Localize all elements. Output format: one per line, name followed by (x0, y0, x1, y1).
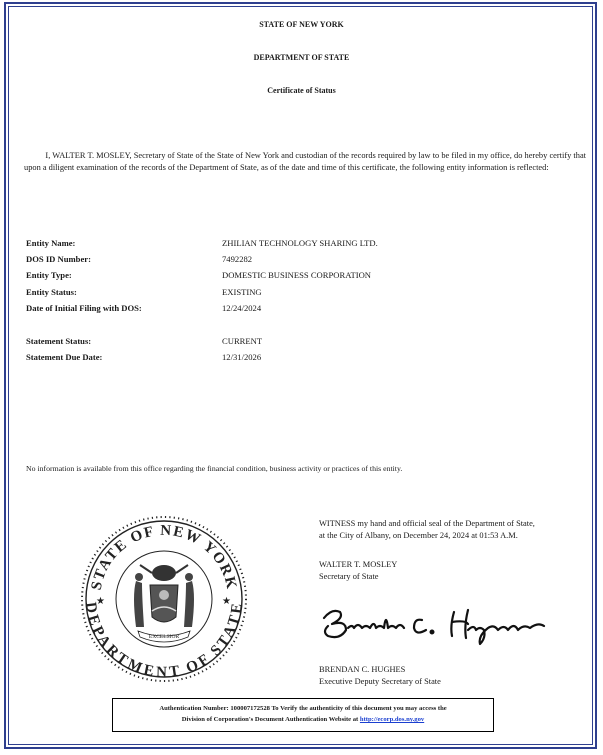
witness-line-1: WITNESS my hand and official seal of the Department of State, (319, 519, 535, 528)
entity-status-label: Entity Status: (26, 287, 77, 297)
entity-type-value: DOMESTIC BUSINESS CORPORATION (222, 270, 371, 280)
statement-due-value: 12/31/2026 (222, 352, 262, 362)
entity-type-label: Entity Type: (26, 270, 72, 280)
coat-of-arms-icon (134, 565, 194, 642)
certificate-title: Certificate of Status (267, 86, 336, 95)
authentication-prefix: Division of Corporation's Document Authentication Website at (181, 716, 360, 723)
authentication-box (112, 698, 494, 732)
state-heading: STATE OF NEW YORK (259, 20, 344, 29)
signature-image (318, 598, 550, 646)
dos-id-label: DOS ID Number: (26, 254, 91, 264)
authentication-line-2 (113, 714, 493, 725)
certification-paragraph (24, 150, 586, 173)
authentication-line-1: Authentication Number: 100007172528 To Verify the authenticity of this document you may access the (159, 705, 447, 712)
filing-date-label: Date of Initial Filing with DOS: (26, 303, 142, 313)
statement-due-label: Statement Due Date: (26, 352, 103, 362)
seal-star-right-icon: ★ (222, 596, 231, 607)
entity-name-label: Entity Name: (26, 238, 76, 248)
entity-name-value: ZHILIAN TECHNOLOGY SHARING LTD. (222, 238, 378, 248)
deputy-title: Executive Deputy Secretary of State (319, 677, 441, 686)
secretary-title: Secretary of State (319, 572, 379, 581)
dos-id-value: 7492282 (222, 254, 253, 264)
deputy-name: BRENDAN C. HUGHES (319, 665, 406, 674)
witness-line-2: at the City of Albany, on December 24, 2024 at 01:53 A.M. (319, 531, 518, 540)
filing-date-value: 12/24/2024 (222, 303, 262, 313)
state-seal (80, 515, 248, 683)
seal-top-text: STATE OF NEW YORK (88, 522, 240, 592)
seal-star-left-icon: ★ (96, 596, 105, 607)
seal-bottom-text: DEPARTMENT OF STATE (82, 601, 246, 681)
intro-text: I, WALTER T. MOSLEY, Secretary of State of the State of New York and custodian of the records required by law to be filed in my office, do hereby certify that upon a diligent examination of the records of the Department of State, as of the date and time of this certificate, the following entity information is reflected: (24, 151, 586, 172)
secretary-name: WALTER T. MOSLEY (319, 560, 398, 569)
entity-status-value: EXISTING (222, 287, 262, 297)
department-heading: DEPARTMENT OF STATE (253, 53, 350, 62)
seal-banner-text: EXCELSIOR (148, 634, 180, 640)
verification-link[interactable]: http://ecorp.dos.ny.gov (359, 716, 425, 723)
statement-status-value: CURRENT (222, 336, 263, 346)
statement-status-label: Statement Status: (26, 336, 92, 346)
disclaimer-note: No information is available from this office regarding the financial condition, business activity or practices of this entity. (26, 464, 403, 473)
